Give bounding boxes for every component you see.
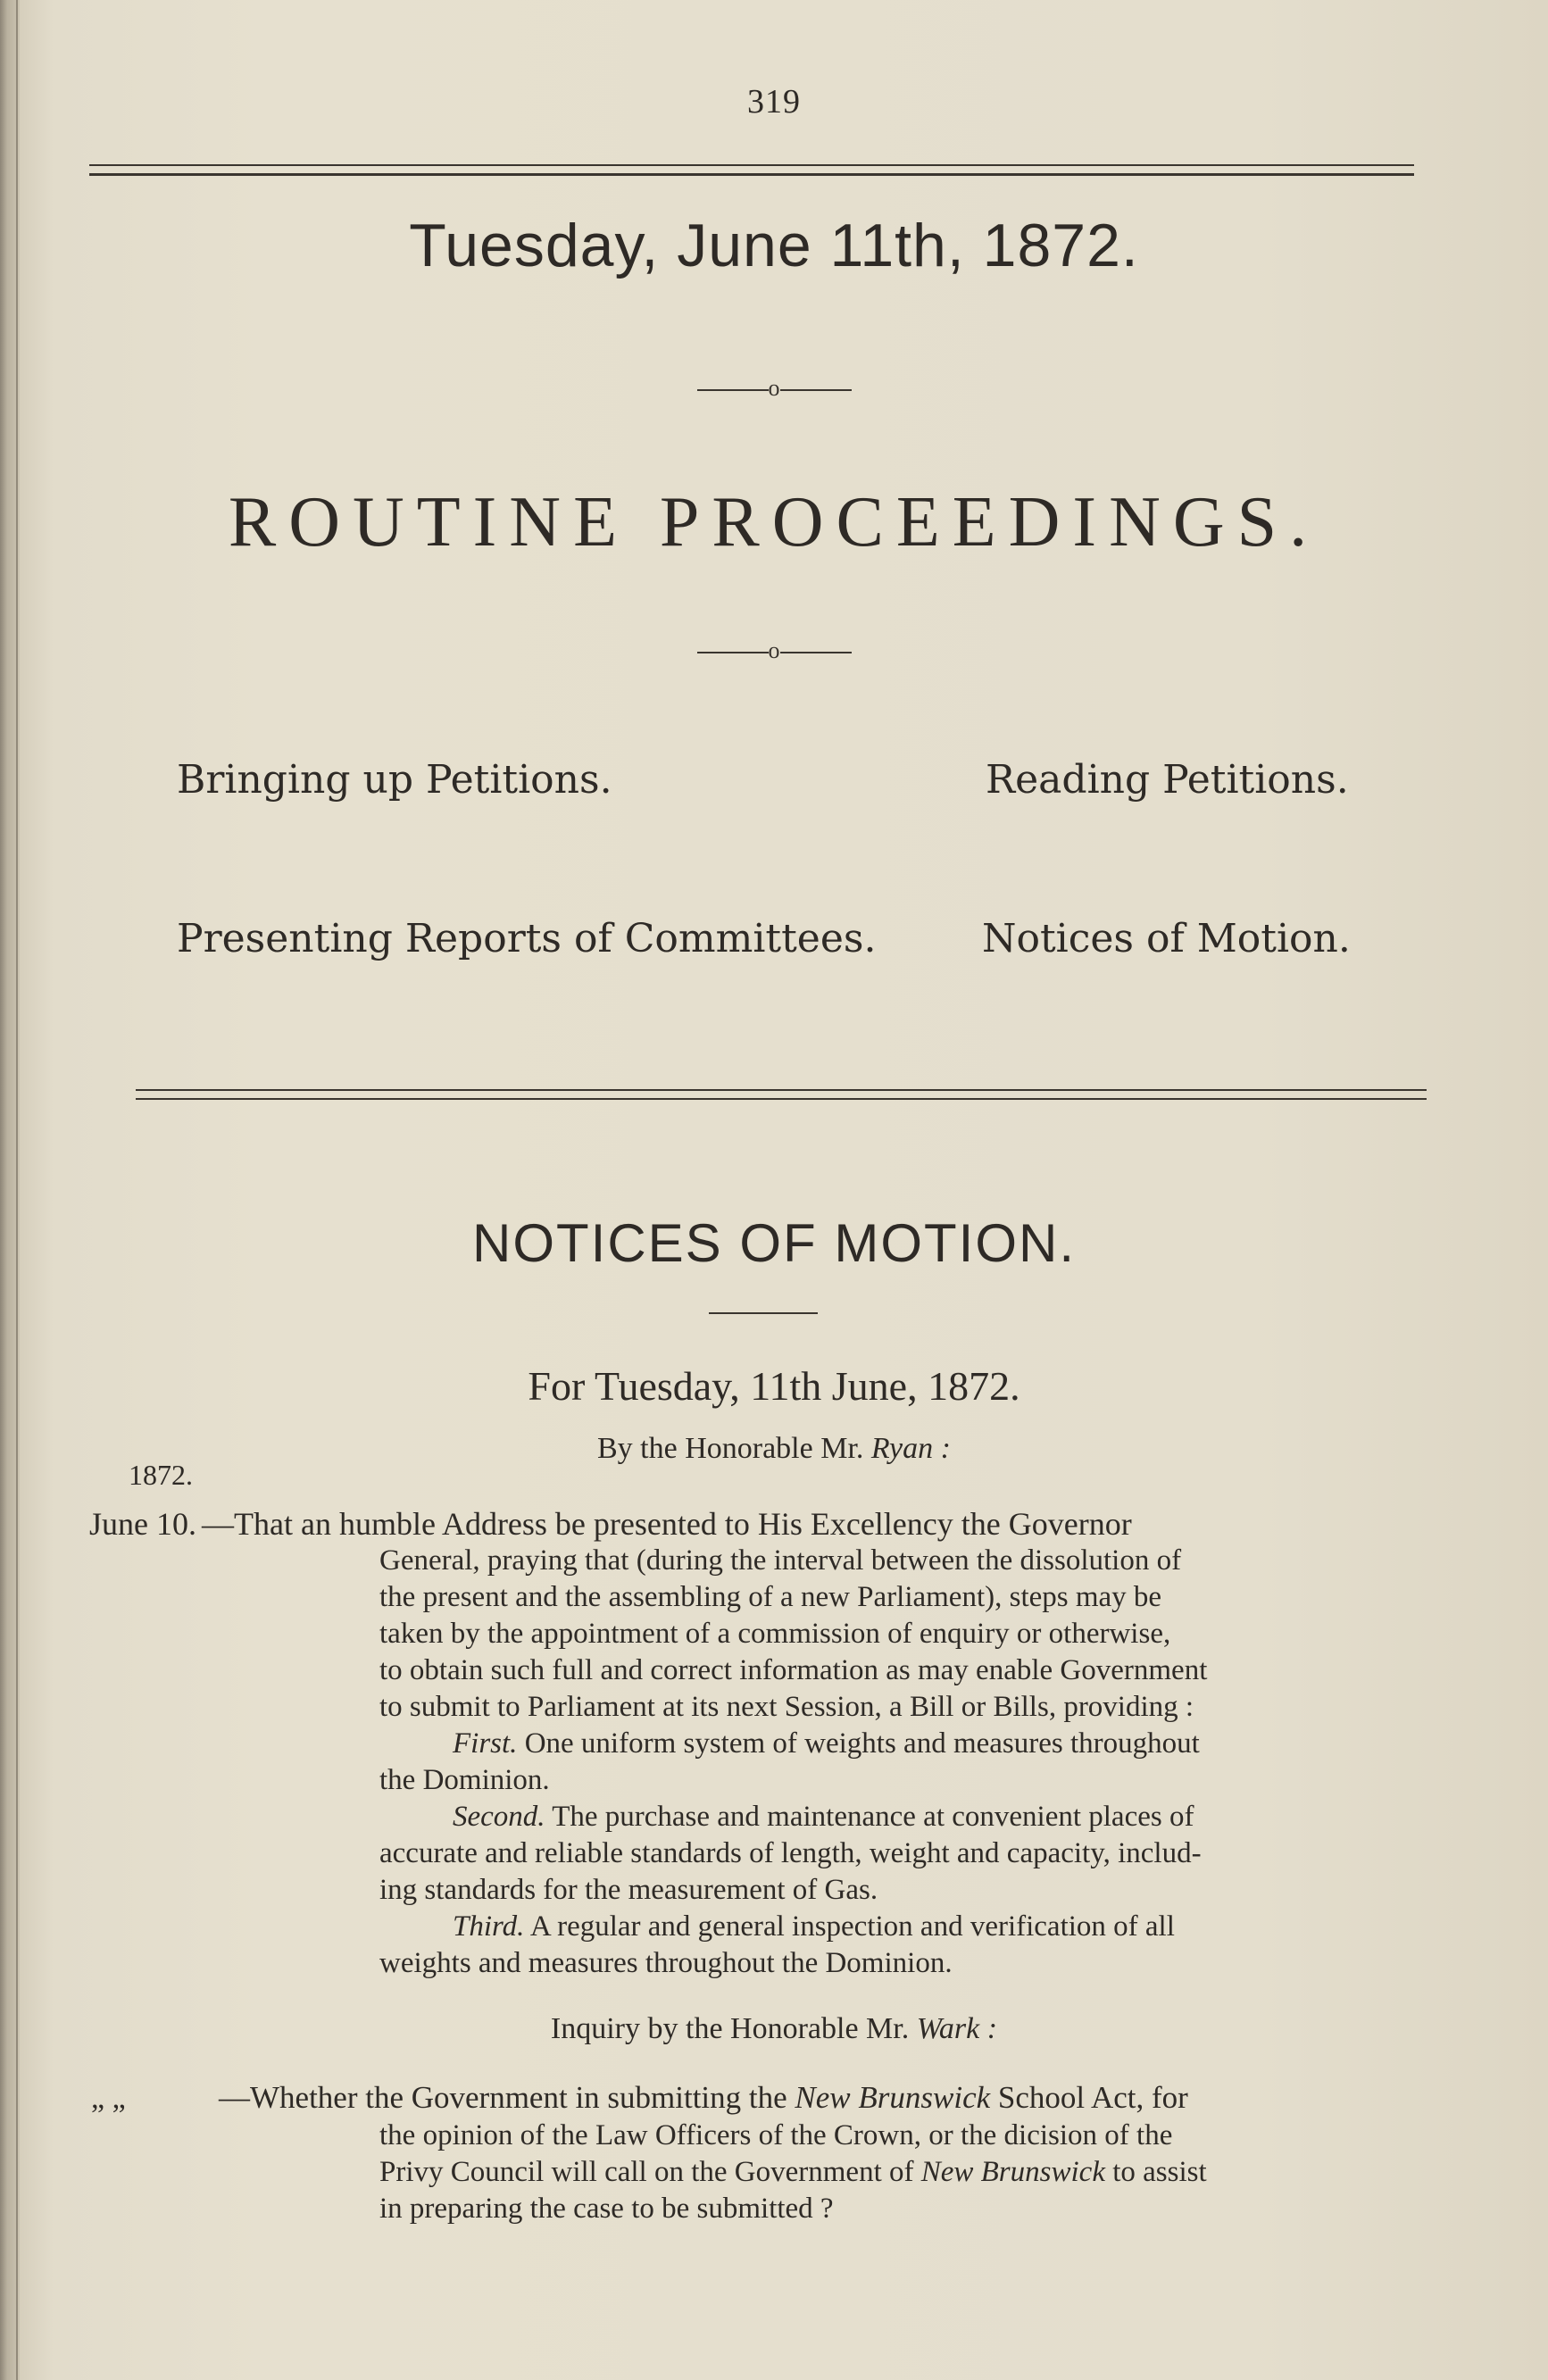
- inquiry-body: the opinion of the Law Officers of the Crown, or the dicision of the Privy Council will call on the Government of New Brunswick to assist in preparing the case to be submitted ?: [379, 2119, 1207, 2225]
- routine-item-presenting-reports: Presenting Reports of Committees.: [177, 916, 877, 961]
- member-name-ryan: Ryan :: [870, 1432, 951, 1465]
- middle-rule-2: [136, 1098, 1427, 1100]
- member-name-wark: Wark :: [916, 2012, 998, 2045]
- for-date-line: For Tuesday, 11th June, 1872.: [528, 1363, 1020, 1409]
- routine-item-bringing-petitions: Bringing up Petitions.: [177, 757, 612, 803]
- inquiry-member-line: Inquiry by the Honorable Mr. Wark :: [550, 2012, 998, 2045]
- motion-first-line: —That an humble Address be presented to His Excellency the Governor: [202, 1506, 1132, 1542]
- margin-year: 1872.: [129, 1459, 193, 1491]
- routine-heading: ROUTINE PROCEEDINGS.: [228, 483, 1320, 562]
- motion-body: General, praying that (during the interval between the dissolution of the present and the assembling of a new Parliament), steps may be taken by the appointment of a commission of enquiry or otherwise, to obtain such full and correct information as may enable Government to submit to Parliament at its next Session, a Bill or Bills, providing : First. One uniform system of weights and measures throughout the Dominion. Second. The purchase and maintenance at convenient places of accurate and reliable standards of length, weight and capacity, includ- ing standards for the measurement of Gas. Third. A regular and general inspection and verification of all weights and measures throughout the Dominion.: [379, 1544, 1208, 1979]
- by-member-line: By the Honorable Mr. Ryan :: [597, 1432, 951, 1465]
- middle-rule-1: [136, 1089, 1427, 1091]
- inquiry-first-line: —Whether the Government in submitting the New Brunswick School Act, for: [219, 2080, 1188, 2115]
- notices-underline: [709, 1312, 818, 1314]
- ditto-marks: „ „: [91, 2082, 126, 2115]
- top-rule-2: [89, 173, 1414, 176]
- routine-item-reading-petitions: Reading Petitions.: [986, 757, 1349, 803]
- page-number: 319: [747, 83, 801, 121]
- ornament-1: o: [0, 375, 1548, 402]
- top-rule-1: [89, 164, 1414, 166]
- entry-date: June 10.: [89, 1506, 196, 1542]
- date-heading: Tuesday, June 11th, 1872.: [409, 212, 1139, 279]
- ornament-2: o: [0, 637, 1548, 664]
- notices-heading: NOTICES OF MOTION.: [472, 1213, 1076, 1273]
- routine-item-notices-of-motion: Notices of Motion.: [982, 916, 1351, 961]
